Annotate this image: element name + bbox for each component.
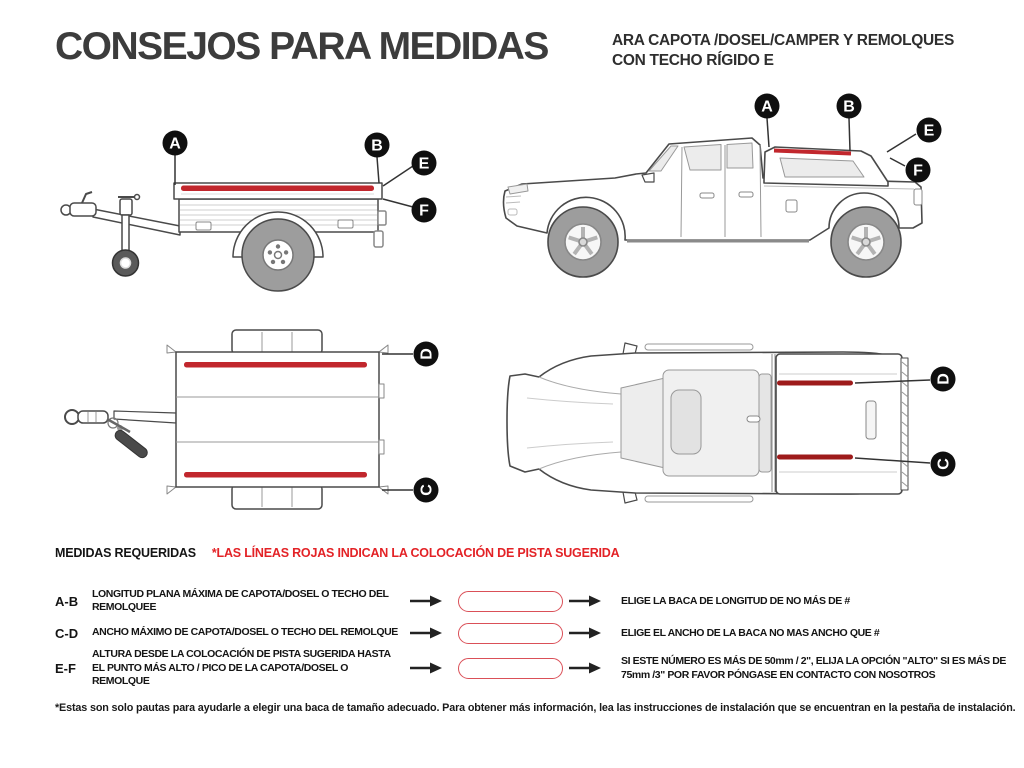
trailer-top-diagram [30,322,460,527]
marker-d-label: D [935,373,953,385]
measurement-blank [458,623,563,644]
marker-a-label: A [169,135,181,153]
instruction-text: SI ESTE NÚMERO ES MÁS DE 50mm / 2", ELIJA LA OPCIÓN "ALTO" SI ES MÁS DE 75mm /3" POR FAVOR PÓNGASE EN CONTACTO CON NOSOTROS [621,655,1007,682]
instruction-text: ELIGE EL ANCHO DE LA BACA NO MAS ANCHO QUE # [621,627,880,639]
track-line-red [181,186,374,192]
marker-e-label: E [418,155,430,173]
track-line-red [777,455,853,460]
marker-a-label: A [761,98,773,116]
marker-e [887,118,942,153]
subtitle-line-1: ARA CAPOTA /DOSEL/CAMPER Y REMOLQUES [612,32,954,49]
marker-a [755,94,780,148]
arrow-right-icon [410,595,442,607]
measures-heading: MEDIDAS REQUERIDAS [55,546,196,560]
truck-side-diagram [495,90,1020,290]
marker-b-label: B [371,137,383,155]
measure-description: ANCHO MÁXIMO DE CAPOTA/DOSEL O TECHO DEL REMOLQUE [92,626,398,639]
measures-header [55,546,619,560]
page-subtitle [612,31,954,70]
marker-e-label: E [923,122,935,140]
arrow-right-icon [410,627,442,639]
measure-description: ALTURA DESDE LA COLOCACIÓN DE PISTA SUGERIDA HASTA EL PUNTO MÁS ALTO / PICO DE LA CAPOTA/DOSEL O REMOLQUE [92,648,391,687]
measure-description: LONGITUD PLANA MÁXIMA DE CAPOTA/DOSEL O TECHO DEL REMOLQUEE [92,587,389,613]
marker-b-label: B [843,98,855,116]
marker-a [163,131,188,186]
trailer-side-diagram [30,95,460,310]
marker-f [890,158,931,183]
track-note: *LAS LÍNEAS ROJAS INDICAN LA COLOCACIÓN DE PISTA SUGERIDA [211,546,620,560]
measure-row-ab [55,584,1020,618]
marker-e [383,151,437,187]
measurement-blank [458,591,563,612]
measurement-blank [458,658,563,679]
track-line-red [777,381,853,386]
measure-row-ef [55,648,1020,687]
page-title: CONSEJOS PARA MEDIDAS [55,25,548,68]
truck-top-diagram [495,328,970,523]
footnote: *Estas son solo pautas para ayudarle a elegir una baca de tamaño adecuado. Para obtener más información, lea las instrucciones de instalación que se encuentran en la pestaña de instalación. [55,702,1016,714]
arrow-right-icon [410,662,442,674]
marker-f-label: F [913,162,923,180]
measure-row-cd [55,622,1020,644]
measure-label: A-B [55,593,79,609]
marker-b [837,94,862,152]
marker-d [382,342,439,367]
marker-c [382,478,439,503]
arrow-right-icon [569,662,601,674]
marker-c-label: C [418,484,436,496]
subtitle-line-2: CON TECHO RÍGIDO E [612,51,774,69]
measure-label: C-D [55,625,79,641]
marker-b [365,133,390,184]
instruction-text: ELIGE LA BACA DE LONGITUD DE NO MÁS DE # [621,595,850,607]
marker-c-label: C [935,458,953,470]
measure-label: E-F [55,660,76,676]
track-line-red [184,472,367,478]
marker-f-label: F [419,202,429,220]
arrow-right-icon [569,627,601,639]
marker-d-label: D [418,348,436,360]
marker-f [383,198,437,223]
track-line-red [184,362,367,368]
arrow-right-icon [569,595,601,607]
